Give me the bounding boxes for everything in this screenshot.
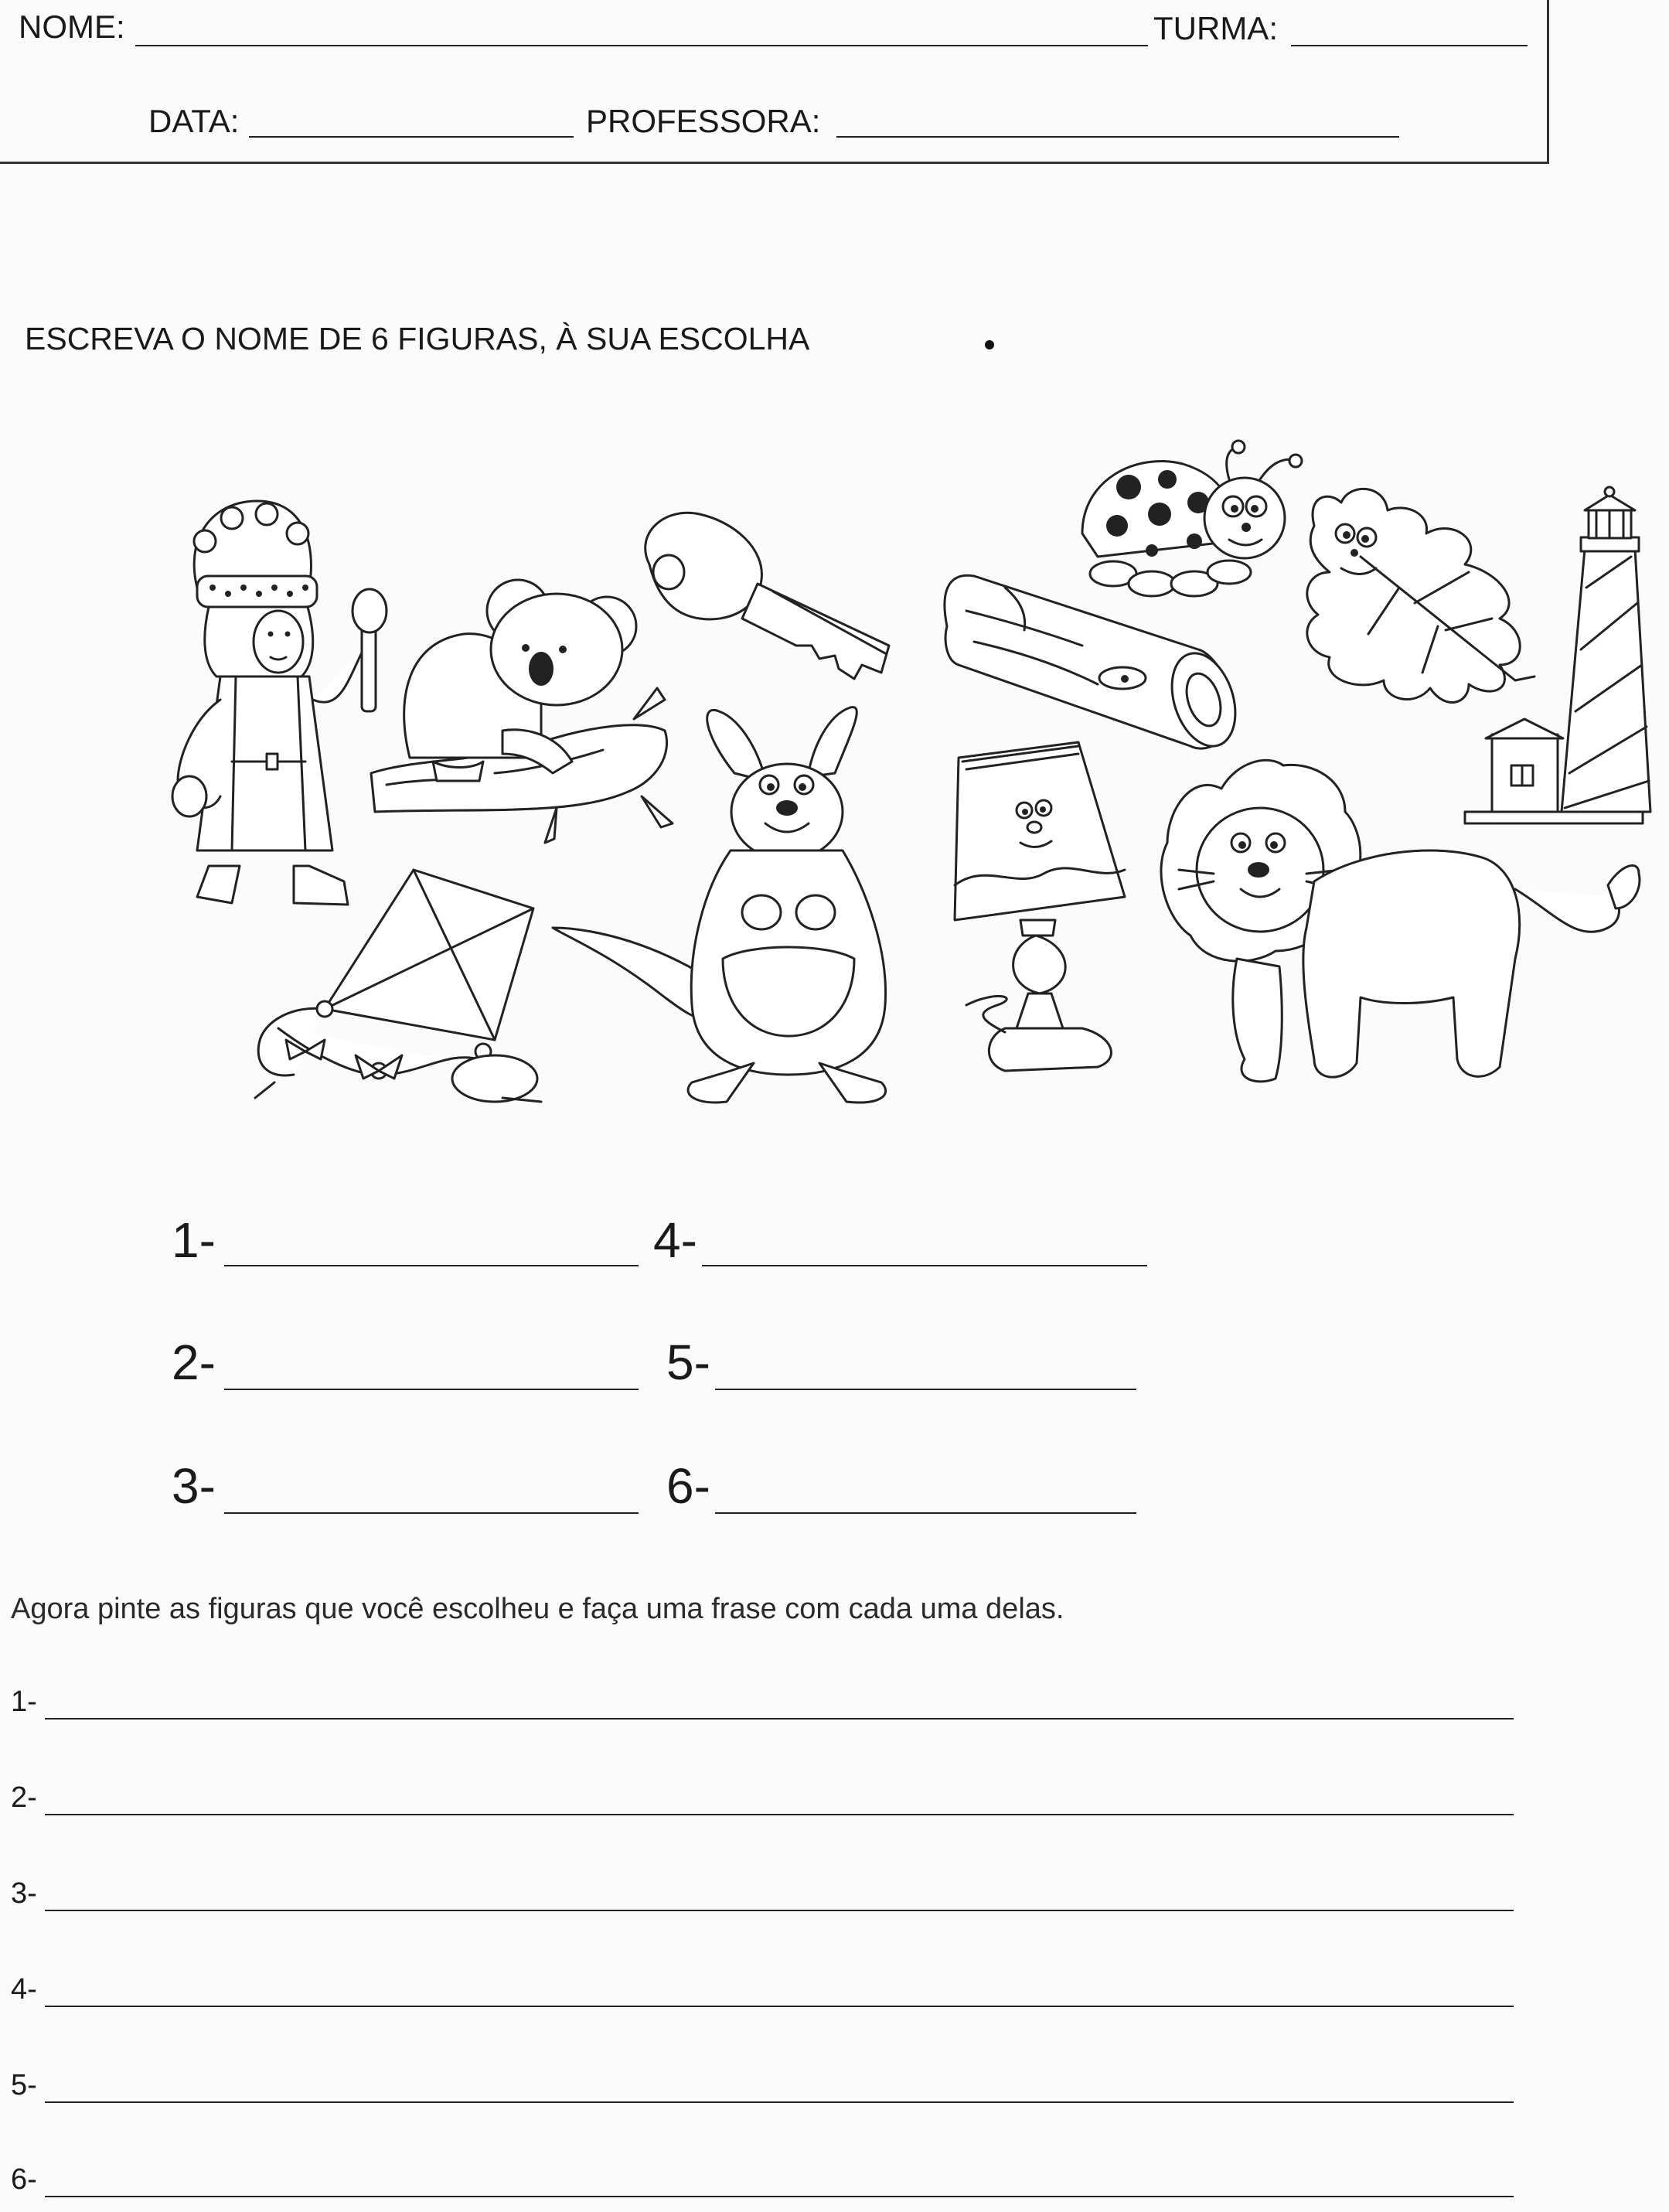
name-label-1: 1- bbox=[172, 1212, 216, 1268]
sentence-label-5: 5- bbox=[11, 2069, 37, 2101]
sentence-line-4[interactable] bbox=[45, 2006, 1514, 2007]
data-label: DATA: bbox=[148, 103, 240, 139]
koala-figure bbox=[371, 580, 673, 843]
sentence-instruction: Agora pinte as figuras que você escolheu e faça uma frase com cada uma delas. bbox=[11, 1593, 1064, 1625]
instruction-text: ESCREVA O NOME DE 6 FIGURAS, À SUA ESCOLHA bbox=[25, 321, 810, 356]
name-line-4[interactable] bbox=[702, 1265, 1147, 1266]
sentence-line-3[interactable] bbox=[45, 1910, 1514, 1911]
sentence-line-6[interactable] bbox=[45, 2196, 1514, 2197]
sentence-label-2: 2- bbox=[11, 1781, 37, 1814]
professora-label: PROFESSORA: bbox=[586, 103, 821, 139]
stray-dot bbox=[985, 340, 994, 349]
figures-illustration bbox=[0, 418, 1669, 1129]
lamp-figure bbox=[955, 742, 1125, 1071]
sentence-line-5[interactable] bbox=[45, 2101, 1514, 2103]
sentence-label-3: 3- bbox=[11, 1877, 37, 1910]
header-box bbox=[0, 0, 1549, 164]
professora-field[interactable] bbox=[836, 136, 1399, 138]
data-field[interactable] bbox=[249, 136, 574, 138]
sentence-label-4: 4- bbox=[11, 1973, 37, 2006]
name-label-6: 6- bbox=[666, 1458, 710, 1514]
name-line-1[interactable] bbox=[224, 1265, 639, 1266]
name-label-5: 5- bbox=[666, 1334, 710, 1390]
name-line-5[interactable] bbox=[715, 1389, 1136, 1390]
name-line-6[interactable] bbox=[715, 1512, 1136, 1514]
turma-field[interactable] bbox=[1291, 45, 1528, 46]
sentence-label-1: 1- bbox=[11, 1685, 37, 1718]
name-label-4: 4- bbox=[653, 1212, 697, 1268]
ladybug-figure bbox=[1082, 441, 1302, 596]
king-figure bbox=[172, 501, 387, 905]
name-line-2[interactable] bbox=[224, 1389, 639, 1390]
name-line-3[interactable] bbox=[224, 1512, 639, 1514]
nome-label: NOME: bbox=[19, 9, 125, 45]
key-figure bbox=[645, 513, 889, 679]
sentence-line-1[interactable] bbox=[45, 1718, 1514, 1719]
name-label-2: 2- bbox=[172, 1334, 216, 1390]
leaf-figure bbox=[1307, 489, 1534, 702]
nome-field[interactable] bbox=[135, 45, 1148, 46]
sentence-line-2[interactable] bbox=[45, 1814, 1514, 1815]
log-figure bbox=[945, 575, 1246, 754]
turma-label: TURMA: bbox=[1153, 10, 1278, 46]
name-label-3: 3- bbox=[172, 1458, 216, 1514]
sentence-label-6: 6- bbox=[11, 2163, 37, 2196]
kite-figure bbox=[255, 870, 541, 1102]
